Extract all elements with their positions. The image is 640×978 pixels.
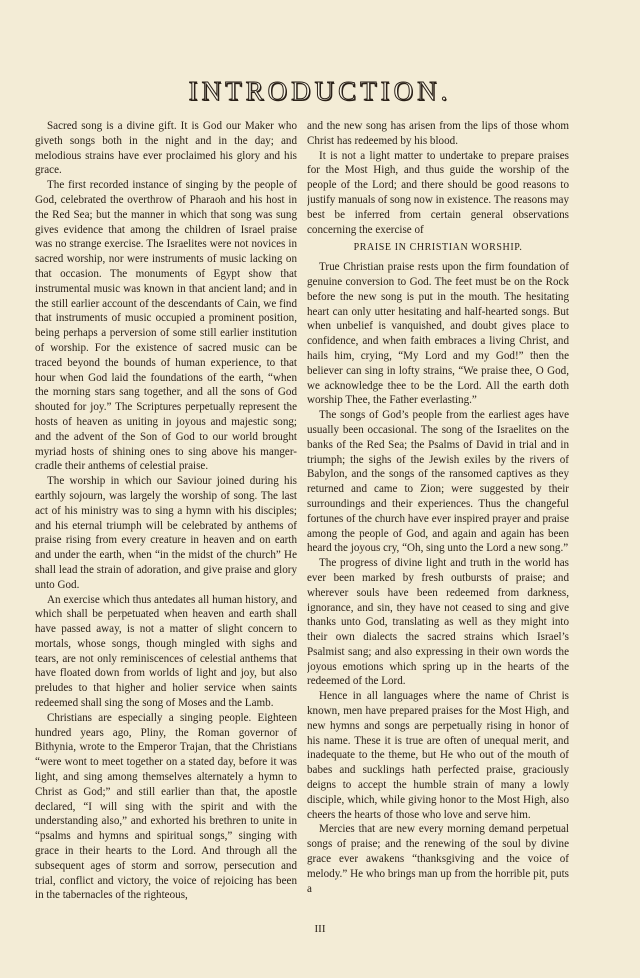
paragraph: An exercise which thus antedates all human history, and which shall be perpetuated when heaven and earth shall have passed away, is not a matter of slight concern to mortals, whose songs, though mingled with sighs and tears, are not only reminiscences of celestial anthems that have floated down from worlds of light and joy, but also preludes to that higher and holier service when saints redeemed shall sing the song of Moses and the Lamb.	[35, 593, 297, 710]
paragraph-continuation: and the new song has arisen from the lips of those whom Christ has redeemed by his blood.	[307, 120, 569, 147]
paragraph: It is not a light matter to undertake to prepare praises for the Most High, and thus guide the worship of the people of the Lord; and there should be good reasons to justify manuals of song now in existence. The reasons may best be inferred from certain general observations concerning the exercise of	[307, 149, 569, 236]
left-column	[35, 119, 297, 919]
paragraph: The first recorded instance of singing by the people of God, celebrated the overthrow of Pharaoh and his host in the Red Sea; but the manner in which that song was sung gives evidence that among the children of Israel praise was no strange exercise. The Israelites were not novices in sacred worship, nor were instruments of music lacking on that occasion. The monuments of Egypt show that instrumental music was known in that ancient land; and in the still earlier account of the descendants of Cain, we find that instruments of music occupied a prominent position, being perhaps a perversion of some still earlier institution of worship. For the existence of sacred music can be traced beyond the bounds of human experience, to that hour when God laid the foundations of the earth, “when the morning stars sang together, and all the sons of God shouted for joy.” The Scriptures perpetually represent the hosts of heaven as uniting in joyous and majestic song; and the advent of the Son of God to our world brought myriad hosts of shining ones to sing above his manger-cradle their anthems of celestial praise.	[35, 179, 297, 473]
page-title: INTRODUCTION.	[188, 76, 452, 106]
page-number: III	[314, 923, 326, 935]
paragraph: The songs of God’s people from the earliest ages have usually been occasional. The song of the Israelites on the banks of the Red Sea; the Psalms of David in trial and in triumph; the sighs of the Jewish exiles by the rivers of Babylon, and the songs of the ransomed captives as they returned and came to Zion; were suggested by their surroundings and their experiences. Thus the changeful fortunes of the church have ever inspired prayer and praise among the people of God, and again and again has been heard the joyous cry, “Oh, sing unto the Lord a new song.”	[307, 409, 569, 555]
paragraph: Mercies that are new every morning demand perpetual songs of praise; and the renewing of the soul by divine grace ever awakens “thanksgiving and the voice of melody.” He who brings man up from the horrible pit, puts a	[307, 823, 569, 895]
paragraph: Hence in all languages where the name of Christ is known, men have prepared praises for the Most High, and new hymns and songs are perpetually rising in honor of his name. These it is true are often of unequal merit, and inadequate to the theme, but He who out of the mouth of babes and sucklings hath perfected praise, graciously deigns to accept the humble strain of many a lowly disciple, which, while giving honor to the Most High, also cheers the hearts of those who love and serve him.	[307, 690, 569, 821]
paragraph: The progress of divine light and truth in the world has ever been marked by fresh outbursts of praise; and wherever souls have been redeemed from darkness, ignorance, and sin, they have not ceased to sing and give thanks unto God, translating as well as they might into their own dialects the sacred strains which Israel’s Psalmist sang; and also expressing in their own words the joyous emotions which spring up in the hearts of the redeemed of the Lord.	[307, 557, 569, 688]
paragraph: True Christian praise rests upon the firm foundation of genuine conversion to God. The feet must be on the Rock before the new song is put in the mouth. The hesitating heart can only utter hesitating and half-hearted songs. But when unbelief is vanquished, and doubt gives place to confidence, and when faith embraces a living Christ, and hails him, crying, “My Lord and my God!” then the believer can sing in lofty strains, “We praise thee, O God, we acknowledge thee to be the Lord. All the earth doth worship Thee, the Father everlasting.”	[307, 261, 569, 407]
paragraph: Sacred song is a divine gift. It is God our Maker who giveth songs both in the night and in the day; and melodious strains have ever proclaimed his glory and his grace.	[35, 120, 297, 177]
right-column	[307, 119, 569, 919]
paragraph: Christians are especially a singing people. Eighteen hundred years ago, Pliny, the Roman governor of Bithynia, wrote to the Emperor Trajan, that the Christians “were wont to meet together on a stated day, before it was light, and sing among themselves alternately a hymn to Christ as God;” and still earlier than that, the apostle declared, “I will sing with the spirit and with the understanding also,” and exhorted his brethren to unite in “psalms and hymns and spiritual songs,” singing with grace in their hearts to the Lord. And through all the subsequent ages of storm and sorrow, persecution and trial, conflict and victory, the voice of rejoicing has been in the tabernacles of the righteous,	[35, 711, 297, 902]
section-heading: PRAISE IN CHRISTIAN WORSHIP.	[353, 242, 523, 254]
paragraph: The worship in which our Saviour joined during his earthly sojourn, was largely the worship of song. The last act of his ministry was to sing a hymn with his disciples; and his eternal triumph will be celebrated by anthems of praise rising from every creature in heaven and on earth and under the earth, when “in the midst of the church” He shall lead the strain of adoration, and give praise and glory unto God.	[35, 475, 297, 591]
